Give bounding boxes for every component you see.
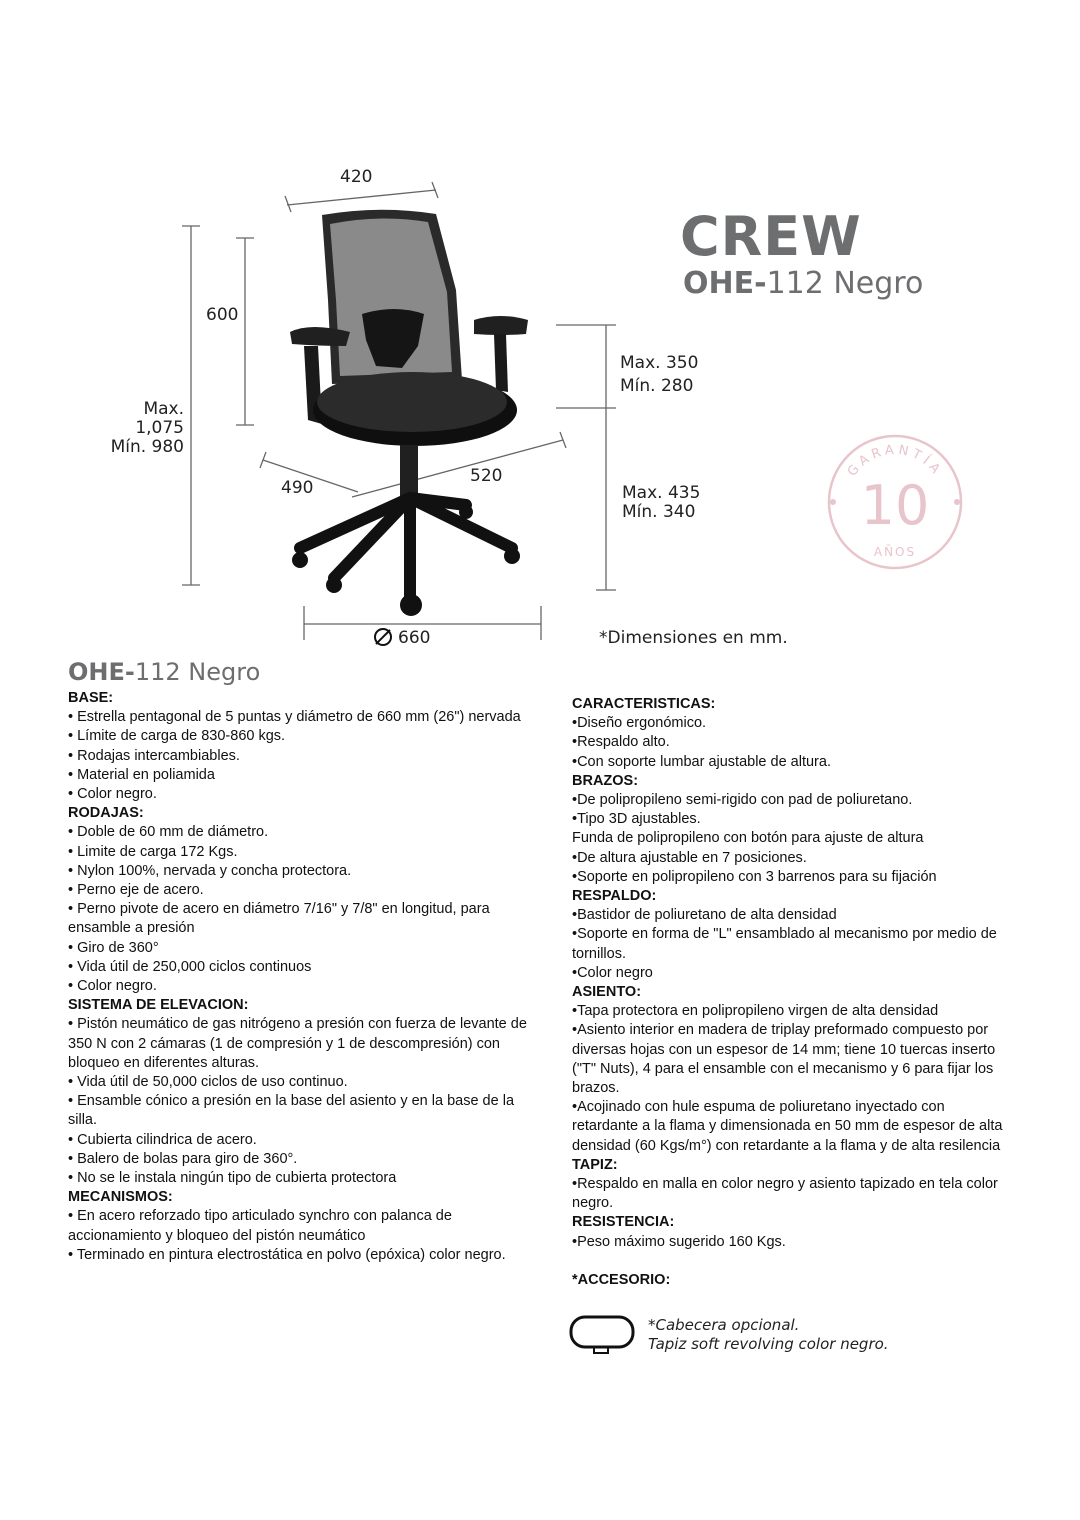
section-model-prefix: OHE-	[68, 658, 135, 686]
accessory-line-1: *Cabecera opcional.	[648, 1316, 800, 1334]
spec-line: • Estrella pentagonal de 5 puntas y diámetro de 660 mm (26") nervada	[68, 709, 521, 726]
spec-line: •Asiento interior en madera de triplay preformado compuesto por diversas hojas con un espesor de 14 mm; tiene 10 tuercas inserto ("T" Nuts), 4 para el ensamble con el mecanismo y 6 para fijar los brazos.	[572, 1022, 996, 1097]
spacer	[572, 1252, 1012, 1271]
spec-line: • Nylon 100%, nervada y concha protectora.	[68, 862, 352, 879]
spec-line: • Perno pivote de acero en diámetro 7/16" y 7/8" en longitud, para ensamble a presión	[68, 901, 490, 937]
units-note: *Dimensiones en mm.	[599, 628, 788, 648]
model-rest: 112 Negro	[766, 266, 924, 301]
dim-back-height: 600	[206, 305, 239, 325]
spec-line: • Perno eje de acero.	[68, 882, 204, 899]
spec-heading: SISTEMA DE ELEVACION:	[68, 997, 249, 1014]
spec-line: • Vida útil de 50,000 ciclos de uso continuo.	[68, 1074, 348, 1091]
warranty-top-text: GARANTÍA	[844, 442, 946, 480]
spec-line: •Soporte en forma de "L" ensamblado al mecanismo por medio de tornillos.	[572, 926, 997, 962]
dim-seat-height	[622, 484, 700, 522]
model-prefix: OHE-	[683, 266, 767, 301]
warranty-bottom-text: AÑOS	[873, 545, 917, 559]
spec-line: • En acero reforzado tipo articulado synchro con palanca de accionamiento y bloqueo del pistón neumático	[68, 1208, 452, 1244]
spec-heading: BASE:	[68, 690, 114, 706]
spec-line: • Límite de carga de 830-860 kgs.	[68, 728, 286, 745]
spec-line: • Limite de carga 172 Kgs.	[68, 843, 238, 860]
dim-line-width-top	[287, 190, 436, 205]
section-model-rest: 112 Negro	[134, 658, 261, 686]
dim-total-height	[98, 400, 184, 457]
spec-heading: MECANISMOS:	[68, 1189, 173, 1206]
dim-seat-depth: 490	[281, 478, 314, 498]
section-model-heading	[68, 658, 260, 686]
dim-arm-height	[620, 352, 698, 398]
spec-line: • Color negro.	[68, 978, 157, 995]
spec-line: Funda de polipropileno con botón para ajuste de altura	[572, 830, 924, 847]
dim-line-seat-width	[352, 440, 563, 497]
spec-line: • Doble de 60 mm de diámetro.	[68, 824, 269, 841]
spec-line: • Pistón neumático de gas nitrógeno a presión con fuerza de levante de 350 N con 2 cámaras (1 de compresión y 1 de descompresión) con bloqueo en diferentes alturas.	[68, 1016, 527, 1071]
spec-heading: RESISTENCIA:	[572, 1214, 675, 1231]
spec-line: •Bastidor de poliuretano de alta densidad	[572, 907, 837, 924]
specs-right-column	[572, 695, 1012, 1290]
spec-line: •Diseño ergonómico.	[572, 715, 707, 732]
spec-heading: *ACCESORIO:	[572, 1271, 671, 1288]
spec-heading: ASIENTO:	[572, 984, 642, 1001]
spec-line: • Ensamble cónico a presión en la base del asiento y en la base de la silla.	[68, 1093, 515, 1129]
spec-line: • Vida útil de 250,000 ciclos continuos	[68, 958, 312, 975]
spec-line: •Color negro	[572, 964, 653, 981]
dim-seat-width: 520	[470, 466, 503, 486]
warranty-seal	[825, 432, 965, 572]
dim-seat-min: Mín. 340	[622, 502, 696, 522]
chair-drawing	[290, 210, 528, 616]
spec-line: • No se le instala ningún tipo de cubierta protectora	[68, 1170, 397, 1187]
dim-base-diameter: 660	[398, 628, 431, 648]
accessory-line-2: Tapiz soft revolving color negro.	[648, 1335, 889, 1353]
spec-line: • Color negro.	[68, 786, 157, 803]
warranty-years: 10	[860, 474, 930, 537]
spec-line: •Soporte en polipropileno con 3 barrenos para su fijación	[572, 868, 937, 885]
dim-arm-min: Mín. 280	[620, 376, 694, 396]
spec-line: •Tipo 3D ajustables.	[572, 811, 701, 828]
spec-heading: CARACTERISTICAS:	[572, 696, 716, 712]
spec-line: •Respaldo alto.	[572, 734, 670, 751]
diameter-icon	[375, 629, 391, 645]
spec-line: •Peso máximo sugerido 160 Kgs.	[572, 1233, 786, 1250]
spec-line: •Con soporte lumbar ajustable de altura.	[572, 753, 831, 770]
spec-line: • Terminado en pintura electrostática en polvo (epóxica) color negro.	[68, 1246, 506, 1263]
spec-line: • Balero de bolas para giro de 360°.	[68, 1150, 298, 1167]
dim-seat-max: Max. 435	[622, 483, 701, 503]
spec-line: •Acojinado con hule espuma de poliuretano inyectado con retardante a la flama y dimensionada en 50 mm de espesor de alta densidad (60 Kgs/m°) con retardante a la flama y de alta resilencia	[572, 1099, 1003, 1154]
spec-line: • Rodajas intercambiables.	[68, 747, 240, 764]
spec-heading: RESPALDO:	[572, 888, 657, 905]
spec-heading: BRAZOS:	[572, 772, 639, 789]
headrest-icon	[568, 1313, 638, 1359]
spec-line: • Cubierta cilindrica de acero.	[68, 1131, 257, 1148]
spec-line: •Respaldo en malla en color negro y asiento tapizado en tela color negro.	[572, 1176, 998, 1212]
dim-arm-max: Max. 350	[620, 353, 699, 373]
spec-line: • Giro de 360°	[68, 939, 159, 956]
spec-line: • Material en poliamida	[68, 766, 215, 783]
dim-width-top: 420	[340, 167, 373, 187]
spec-line: •De polipropileno semi-rigido con pad de poliuretano.	[572, 792, 913, 809]
accessory-note	[648, 1316, 889, 1354]
specs-left-column	[68, 689, 538, 1265]
dim-total-min: Mín. 980	[110, 437, 184, 457]
spec-line: •Tapa protectora en polipropileno virgen de alta densidad	[572, 1003, 939, 1020]
product-title: CREW	[680, 205, 862, 268]
spec-line: •De altura ajustable en 7 posiciones.	[572, 849, 807, 866]
dim-total-max: Max. 1,075	[135, 399, 184, 438]
spec-heading: RODAJAS:	[68, 805, 144, 822]
spec-heading: TAPIZ:	[572, 1156, 618, 1173]
